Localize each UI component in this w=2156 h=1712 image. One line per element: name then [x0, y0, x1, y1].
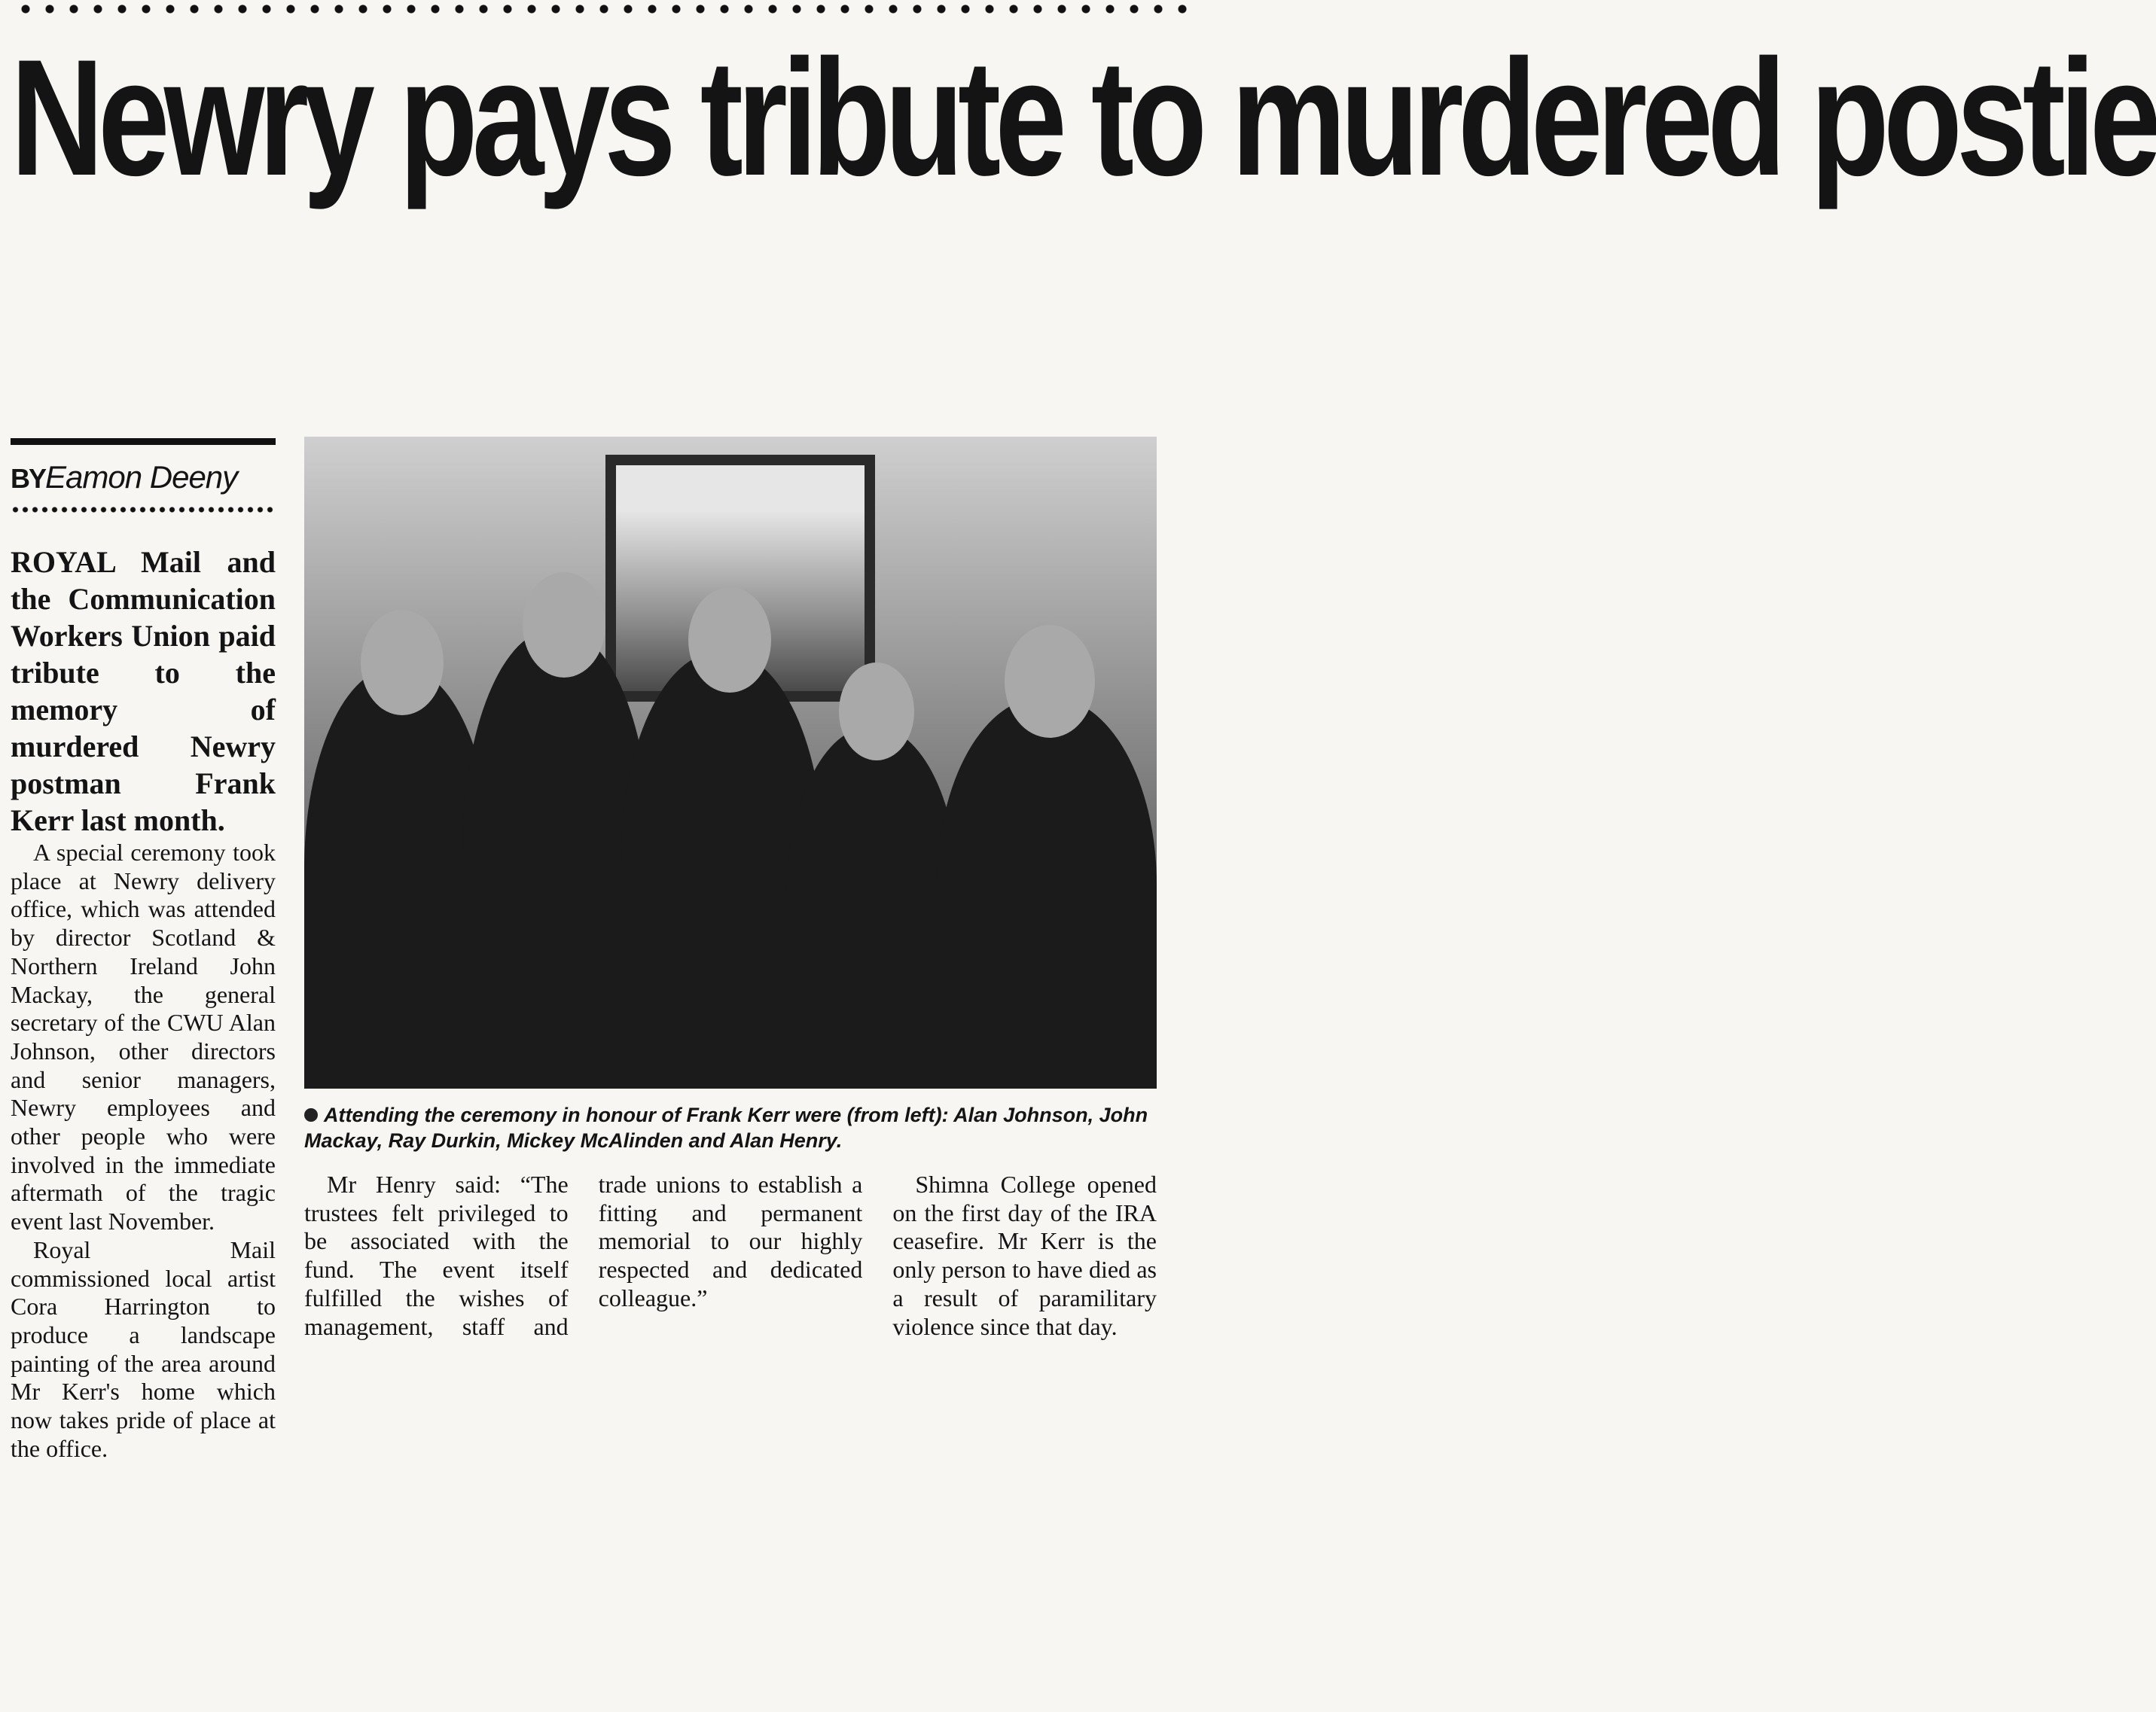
- article-lead: ROYAL Mail and the Communication Workers Union paid tribute to the memory of murdered Newry postman Frank Kerr last month.: [11, 545, 276, 837]
- person-head: [361, 610, 444, 715]
- byline-name: Eamon Deeny: [45, 459, 238, 495]
- byline-dotted-rule: [11, 506, 276, 513]
- top-dotted-rule: [14, 3, 1197, 15]
- article-paragraph: Shimna College opened on the first day of the IRA ceasefire. Mr Kerr is the only person to have died as a result of paramilitary violence since that day.: [892, 1171, 1157, 1340]
- headline: Newry pays tribute to murdered postie: [11, 25, 2156, 210]
- article-column-1: [11, 544, 276, 1463]
- article-columns-2-4: [304, 1171, 1157, 1341]
- article-paragraph: Royal Mail commissioned local artist Cora Harrington to produce a landscape painting of the area around Mr Kerr's home which now takes pride of place at the office.: [11, 1235, 276, 1462]
- byline-rule: [11, 438, 276, 445]
- person-silhouette: [937, 697, 1157, 1089]
- byline-prefix: BY: [11, 463, 46, 494]
- photo-caption: [304, 1102, 1157, 1153]
- article-paragraph: Mr Henry said: “The trustees felt privileged to be associated with the fund. The event itself fulfilled the wishes of management, staff and trade unions to establish a fitting and permanent memorial to our highly respected and dedicated colleague.”: [304, 1171, 863, 1340]
- byline: [11, 459, 237, 495]
- person-head: [688, 587, 771, 693]
- caption-bullet-icon: [304, 1108, 318, 1122]
- person-silhouette: [786, 727, 959, 1089]
- photo-caption-text: Attending the ceremony in honour of Frank Kerr were (from left): Alan Johnson, John Mackay, Ray Durkin, Mickey McAlinden and Alan Henry.: [304, 1104, 1148, 1152]
- article-paragraph: A special ceremony took place at Newry delivery office, which was attended by director Scotland & Northern Ireland John Mackay, the general secretary of the CWU Alan Johnson, other directors and senior managers, Newry employees and other people who were involved in the immediate aftermath of the tragic event last November.: [11, 839, 276, 1235]
- person-head: [1005, 625, 1095, 738]
- person-head: [523, 572, 605, 678]
- person-head: [839, 663, 914, 760]
- group-photo: [304, 437, 1157, 1089]
